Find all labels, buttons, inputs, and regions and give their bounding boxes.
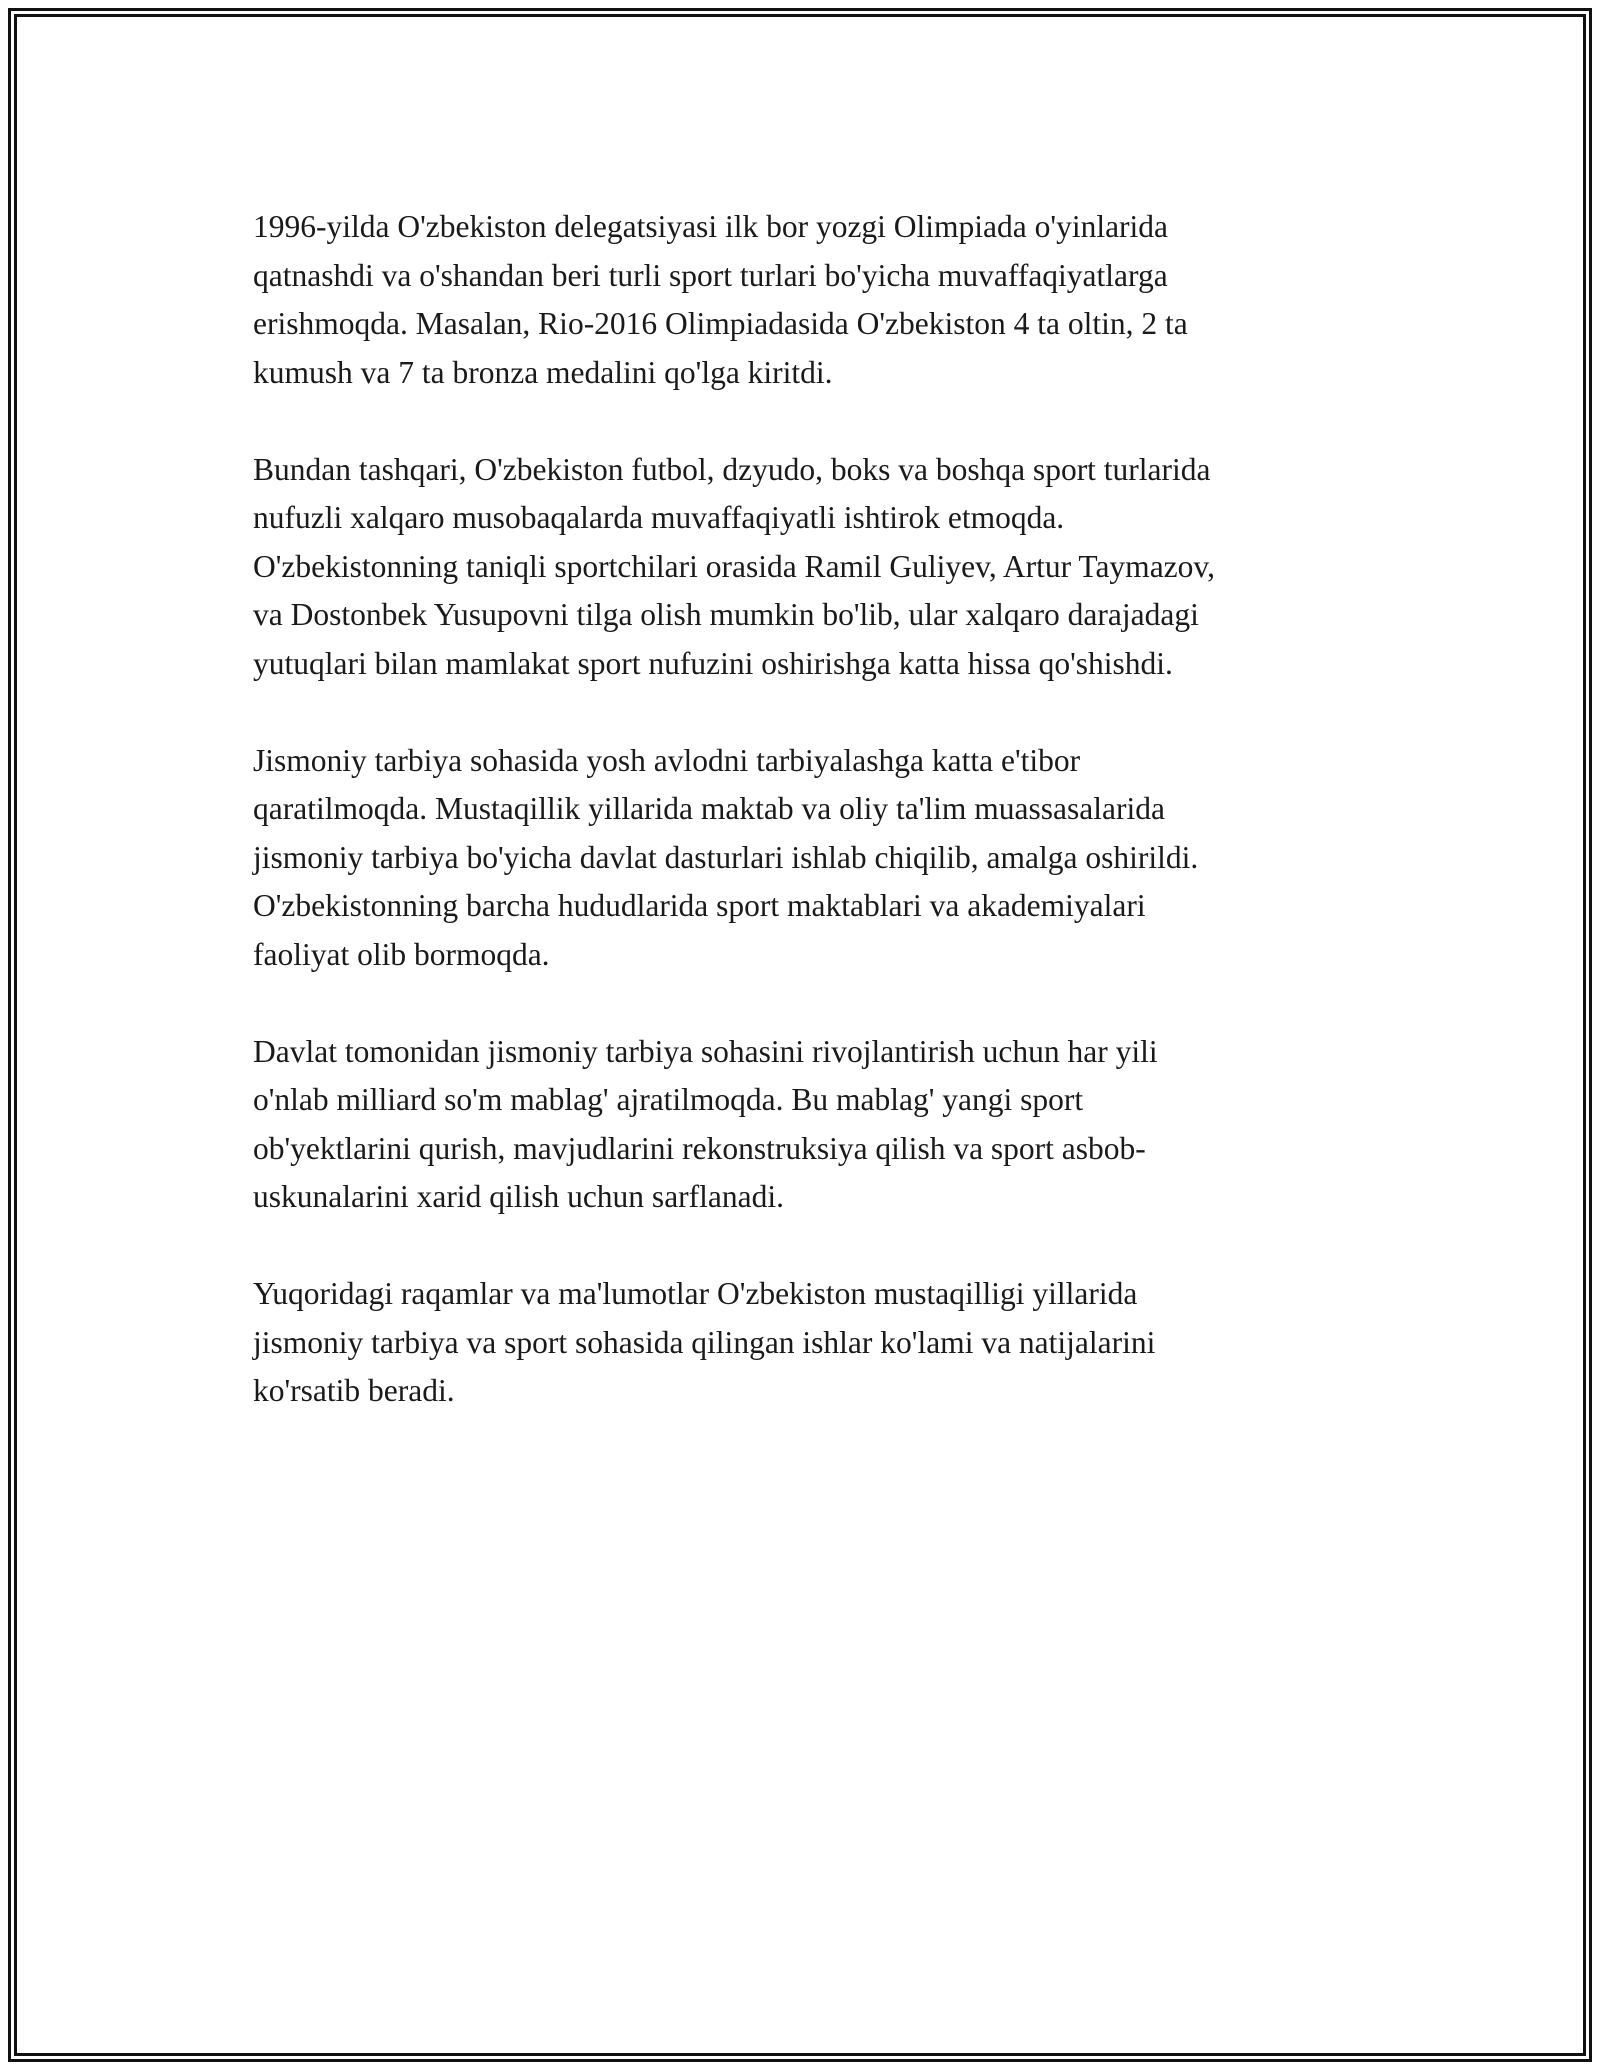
text-line: jismoniy tarbiya va sport sohasida qilingan ishlar ko'lami va natijalarini bbox=[253, 1324, 1156, 1360]
text-line: uskunalarini xarid qilish uchun sarflanadi. bbox=[253, 1179, 784, 1214]
text-line: ob'yektlarini qurish, mavjudlarini rekonstruksiya qilish va sport asbob- bbox=[253, 1130, 1146, 1166]
text-line: va Dostonbek Yusupovni tilga olish mumkin bo'lib, ular xalqaro darajadagi bbox=[253, 597, 1199, 632]
paragraph-1 bbox=[253, 203, 1393, 397]
text-line: Jismoniy tarbiya sohasida yosh avlodni tarbiyalashga katta e'tibor bbox=[253, 742, 1081, 778]
paragraph-2 bbox=[253, 446, 1393, 689]
page-border bbox=[8, 8, 1592, 2062]
text-line: Yuqoridagi raqamlar va ma'lumotlar O'zbekiston mustaqilligi yillarida bbox=[253, 1276, 1138, 1311]
text-line: 1996-yilda O'zbekiston delegatsiyasi ilk bor yozgi Olimpiada o'yinlarida bbox=[253, 209, 1169, 244]
text-line: yutuqlari bilan mamlakat sport nufuzini oshirishga katta hissa qo'shishdi. bbox=[253, 645, 1173, 681]
text-line: O'zbekistonning taniqli sportchilari orasida Ramil Guliyev, Artur Taymazov, bbox=[253, 548, 1215, 584]
text-line: ko'rsatib beradi. bbox=[253, 1373, 455, 1408]
text-line: Davlat tomonidan jismoniy tarbiya sohasini rivojlantirish uchun har yili bbox=[253, 1033, 1158, 1069]
text-line: O'zbekistonning barcha hududlarida sport maktablari va akademiyalari bbox=[253, 888, 1146, 923]
text-line: kumush va 7 ta bronza medalini qo'lga kiritdi. bbox=[253, 354, 833, 390]
paragraph-3 bbox=[253, 737, 1393, 980]
text-line: qaratilmoqda. Mustaqillik yillarida maktab va oliy ta'lim muassasalarida bbox=[253, 791, 1165, 826]
document-body bbox=[253, 203, 1393, 1464]
text-line: qatnashdi va o'shandan beri turli sport turlari bo'yicha muvaffaqiyatlarga bbox=[253, 257, 1168, 293]
paragraph-5 bbox=[253, 1270, 1393, 1416]
text-line: o'nlab milliard so'm mablag' ajratilmoqda. Bu mablag' yangi sport bbox=[253, 1082, 1084, 1117]
paragraph-4 bbox=[253, 1028, 1393, 1222]
text-line: nufuzli xalqaro musobaqalarda muvaffaqiyatli ishtirok etmoqda. bbox=[253, 500, 1065, 535]
text-line: faoliyat olib bormoqda. bbox=[253, 936, 550, 972]
text-line: Bundan tashqari, O'zbekiston futbol, dzyudo, boks va boshqa sport turlarida bbox=[253, 451, 1211, 487]
text-line: jismoniy tarbiya bo'yicha davlat dasturlari ishlab chiqilib, amalga oshirildi. bbox=[253, 839, 1199, 875]
text-line: erishmoqda. Masalan, Rio-2016 Olimpiadasida O'zbekiston 4 ta oltin, 2 ta bbox=[253, 306, 1188, 341]
